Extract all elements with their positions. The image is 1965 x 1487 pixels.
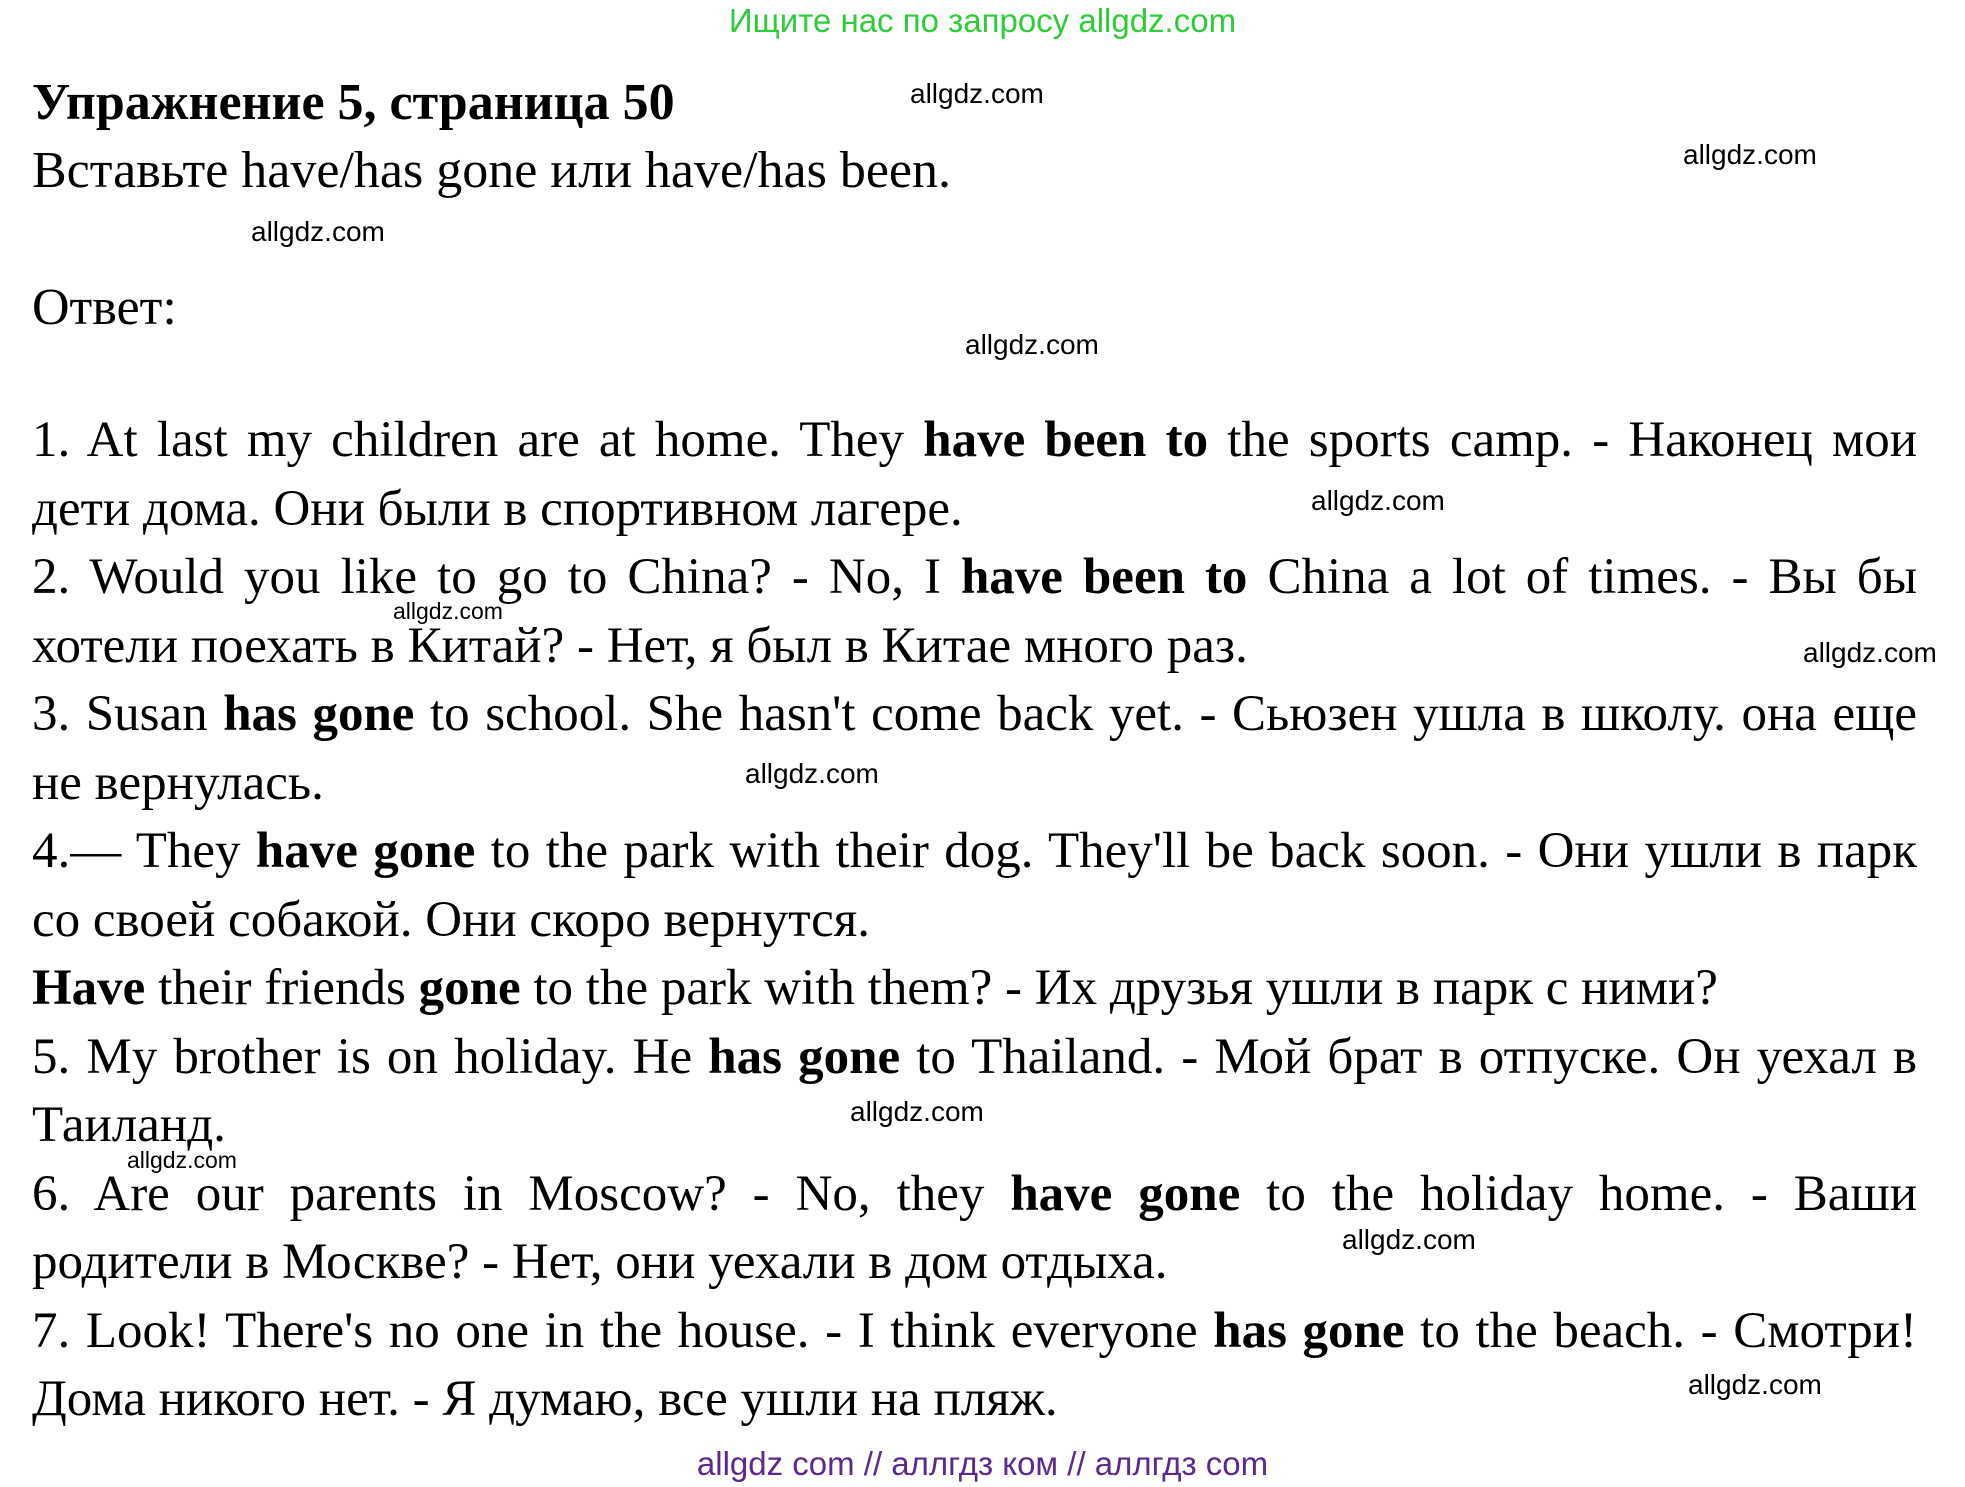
- watermark: allgdz.com: [1311, 485, 1445, 516]
- search-hint-banner: Ищите нас по запросу allgdz.com: [728, 2, 1237, 39]
- watermark: allgdz.com: [127, 1147, 237, 1173]
- answer-item-4: 4.— They have gone to the park with their dog. They'll be back soon. - Они ушли в парк со своей собакой. Они скоро вернутся.: [32, 823, 1918, 948]
- watermark: allgdz.com: [850, 1096, 984, 1127]
- watermark: allgdz.com: [1342, 1224, 1476, 1255]
- answer-item-1: 1. At last my children are at home. They have been to the sports camp. - Наконец мои дети дома. Они были в спортивном лагере.: [32, 412, 1918, 537]
- answer-item-4-question: Have their friends gone to the park with them? - Их друзья ушли в парк с ними?: [32, 960, 1718, 1016]
- watermark: allgdz.com: [745, 758, 879, 789]
- task-statement: Вставьте have/has gone или have/has been.: [32, 142, 951, 199]
- answer-item-6: 6. Are our parents in Moscow? - No, they have gone to the holiday home. - Ваши родители в Москве? - Нет, они уехали в дом отдыха.: [32, 1165, 1918, 1290]
- answer-item-2: 2. Would you like to go to China? - No, I have been to China a lot of times. - Вы бы хотели поехать в Китай? - Нет, я был в Китае много раз.: [32, 549, 1917, 674]
- answer-item-7: 7. Look! There's no one in the house. - I think everyone has gone to the beach. - Смотри! Дома никого нет. - Я думаю, все ушли на пляж.: [32, 1302, 1918, 1427]
- watermark: allgdz.com: [965, 329, 1099, 360]
- answer-item-5: 5. My brother is on holiday. He has gone to Thailand. - Мой брат в отпуске. Он уехал в Таиланд.: [32, 1028, 1918, 1153]
- answer-item-3: 3. Susan has gone to school. She hasn't come back yet. - Сьюзен ушла в школу. она еще не вернулась.: [32, 686, 1917, 811]
- watermark: allgdz.com: [1688, 1369, 1822, 1400]
- watermark: allgdz.com: [393, 598, 503, 624]
- watermark: allgdz.com: [1803, 637, 1937, 668]
- page-title: Упражнение 5, страница 50: [32, 74, 675, 131]
- watermark: allgdz.com: [1683, 139, 1817, 170]
- footer-watermark: allgdz com // аллгдз ком // аллгдз com: [696, 1445, 1269, 1482]
- watermark: allgdz.com: [910, 78, 1044, 109]
- watermark: allgdz.com: [251, 216, 385, 247]
- answer-label: Ответ:: [32, 279, 177, 336]
- answer-list: [32, 406, 1917, 1434]
